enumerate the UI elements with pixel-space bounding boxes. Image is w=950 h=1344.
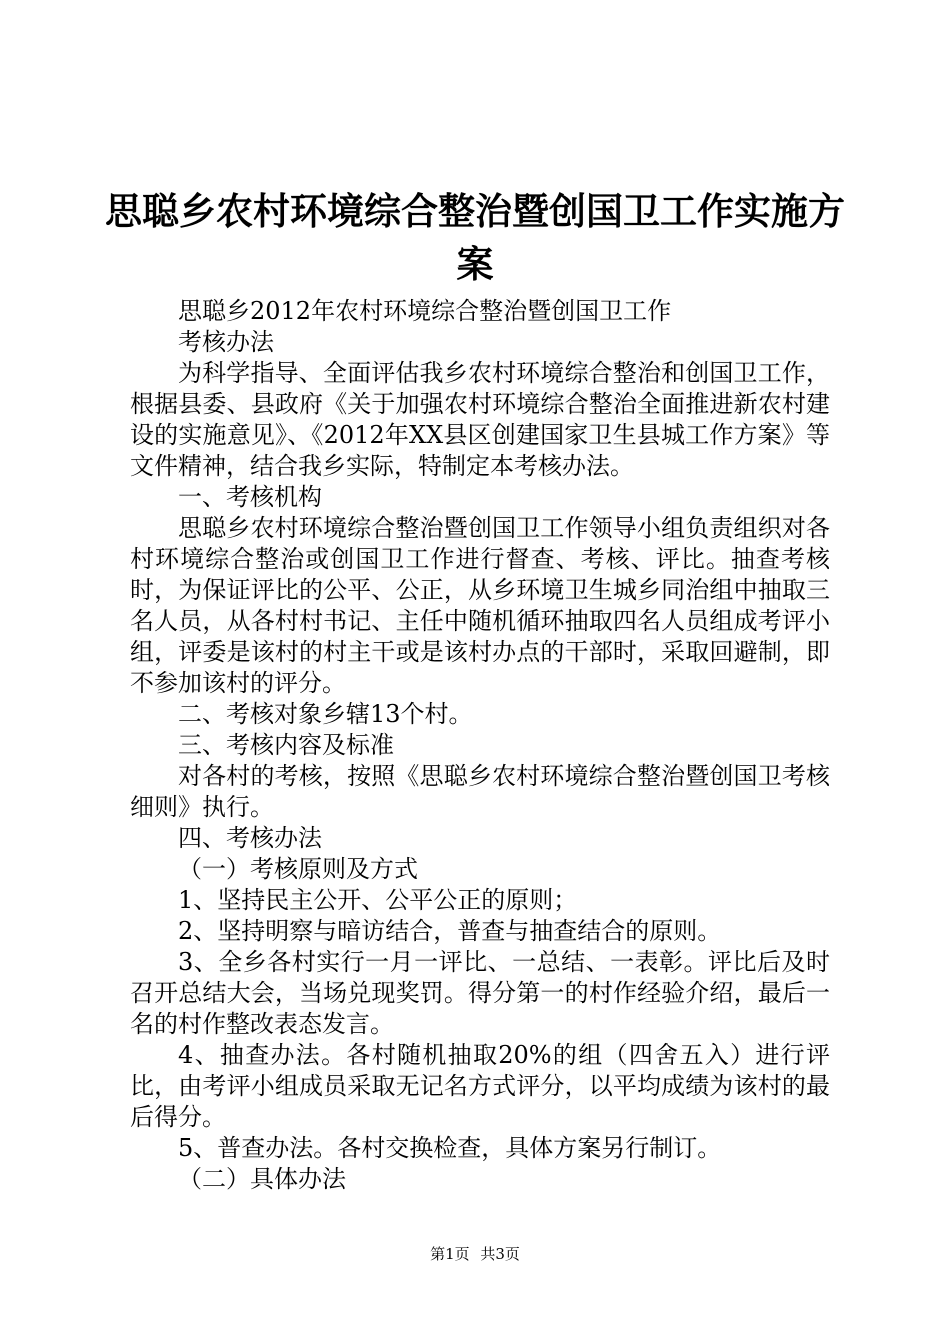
subtitle-line-2: 考核办法	[178, 328, 274, 356]
section-heading-1: 一、考核机构	[178, 483, 322, 511]
page-total: 共3页	[480, 1245, 520, 1263]
section-heading-2: 二、考核对象乡辖13个村。	[178, 700, 473, 728]
subsection-heading-1: （一）考核原则及方式	[178, 855, 418, 883]
section-heading-3: 三、考核内容及标准	[178, 731, 394, 759]
page-footer	[0, 1244, 950, 1264]
list-item-2: 2、坚持明察与暗访结合，普查与抽查结合的原则。	[178, 917, 722, 945]
list-item-5: 5、普查办法。各村交换检查，具体方案另行制订。	[178, 1134, 722, 1162]
section-heading-4: 四、考核办法	[178, 824, 322, 852]
list-item-4: 4、抽查办法。各村随机抽取20%的组（四舍五入）进行评比，由考评小组成员采取无记名方式评分，以平均成绩为该村的最后得分。	[130, 1041, 830, 1131]
intro-paragraph: 为科学指导、全面评估我乡农村环境综合整治和创国卫工作，根据县委、县政府《关于加强农村环境综合整治全面推进新农村建设的实施意见》、《2012年XX县区创建国家卫生县城工作方案》等文件精神，结合我乡实际，特制定本考核办法。	[130, 359, 830, 480]
list-item-3: 3、全乡各村实行一月一评比、一总结、一表彰。评比后及时召开总结大会，当场兑现奖罚。得分第一的村作经验介绍，最后一名的村作整改表态发言。	[130, 948, 830, 1038]
document-title-line-2: 案	[456, 243, 494, 286]
section-1-paragraph: 思聪乡农村环境综合整治暨创国卫工作领导小组负责组织对各村环境综合整治或创国卫工作进行督查、考核、评比。抽查考核时，为保证评比的公平、公正，从乡环境卫生城乡同治组中抽取三名人员，从各村村书记、主任中随机循环抽取四名人员组成考评小组，评委是该村的村主干或是该村办点的干部时，采取回避制，即不参加该村的评分。	[130, 514, 830, 697]
document-body	[130, 296, 830, 1195]
list-item-1: 1、坚持民主公开、公平公正的原则；	[178, 886, 578, 914]
document-title-line-1: 思聪乡农村环境综合整治暨创国卫工作实施方	[105, 190, 845, 233]
subsection-heading-2: （二）具体办法	[178, 1165, 346, 1193]
section-3-paragraph: 对各村的考核，按照《思聪乡农村环境综合整治暨创国卫考核细则》执行。	[130, 762, 830, 821]
subtitle-line-1: 思聪乡2012年农村环境综合整治暨创国卫工作	[178, 297, 672, 325]
page-number: 第1页	[430, 1245, 470, 1263]
